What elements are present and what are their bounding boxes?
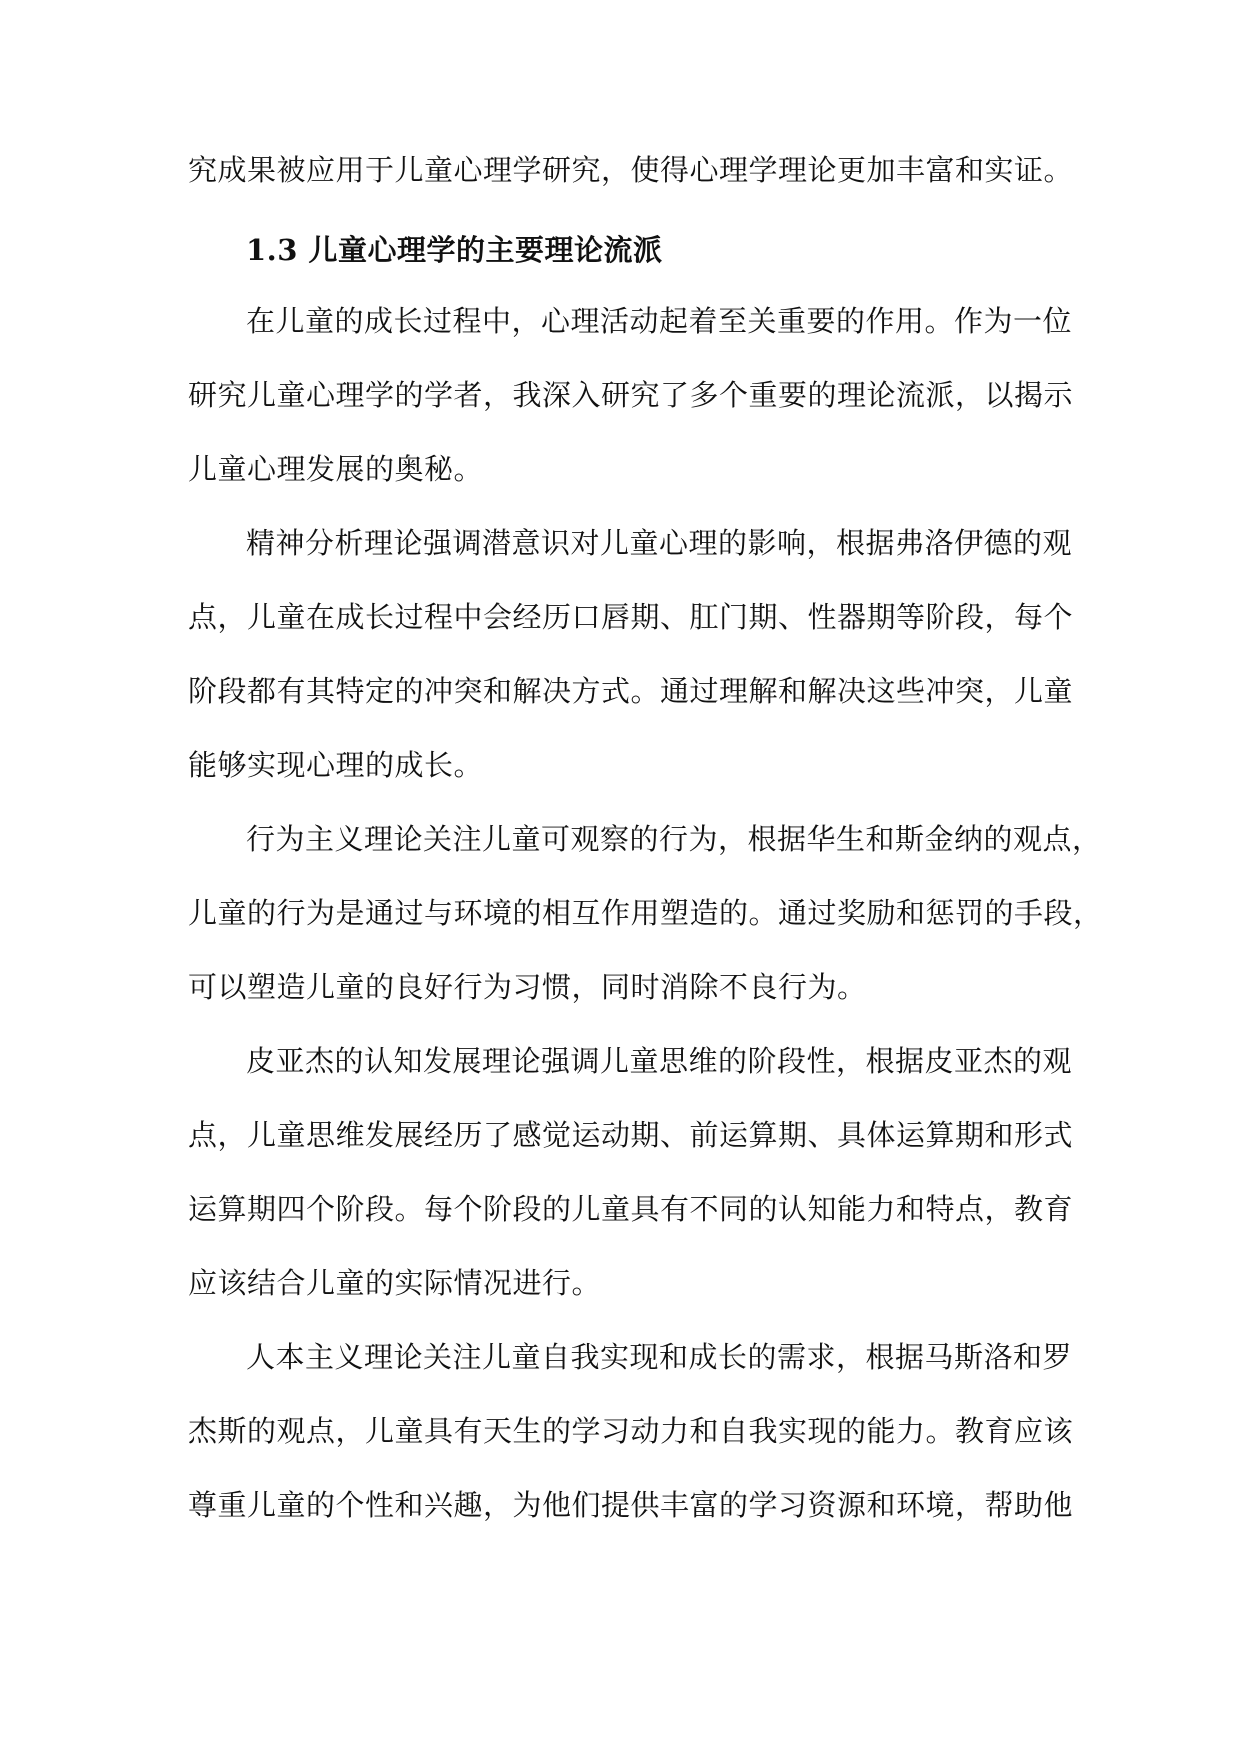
section-heading: 1.3 儿童心理学的主要理论流派 bbox=[246, 233, 663, 267]
paragraph-line: 点，儿童在成长过程中会经历口唇期、肛门期、性器期等阶段，每个 bbox=[188, 600, 1074, 634]
paragraph-line: 行为主义理论关注儿童可观察的行为，根据华生和斯金纳的观点， bbox=[246, 822, 1102, 856]
paragraph-line: 精神分析理论强调潜意识对儿童心理的影响，根据弗洛伊德的观 bbox=[246, 526, 1073, 560]
paragraph-line: 杰斯的观点，儿童具有天生的学习动力和自我实现的能力。教育应该 bbox=[188, 1414, 1074, 1448]
paragraph-line: 皮亚杰的认知发展理论强调儿童思维的阶段性，根据皮亚杰的观 bbox=[246, 1044, 1073, 1078]
paragraph-line: 可以塑造儿童的良好行为习惯，同时消除不良行为。 bbox=[188, 970, 867, 1004]
paragraph-line: 在儿童的成长过程中，心理活动起着至关重要的作用。作为一位 bbox=[246, 304, 1073, 338]
paragraph-line: 儿童心理发展的奥秘。 bbox=[188, 452, 484, 486]
paragraph-line: 点，儿童思维发展经历了感觉运动期、前运算期、具体运算期和形式 bbox=[188, 1118, 1074, 1152]
paragraph-line: 阶段都有其特定的冲突和解决方式。通过理解和解决这些冲突，儿童 bbox=[188, 674, 1074, 708]
paragraph-line: 人本主义理论关注儿童自我实现和成长的需求，根据马斯洛和罗 bbox=[246, 1340, 1073, 1374]
paragraph-line: 能够实现心理的成长。 bbox=[188, 748, 484, 782]
paragraph-line: 尊重儿童的个性和兴趣，为他们提供丰富的学习资源和环境，帮助他 bbox=[188, 1488, 1074, 1522]
paragraph-line: 儿童的行为是通过与环境的相互作用塑造的。通过奖励和惩罚的手段， bbox=[188, 896, 1103, 930]
paragraph-line: 应该结合儿童的实际情况进行。 bbox=[188, 1266, 602, 1300]
paragraph-line: 究成果被应用于儿童心理学研究，使得心理学理论更加丰富和实证。 bbox=[188, 153, 1074, 187]
paragraph-line: 运算期四个阶段。每个阶段的儿童具有不同的认知能力和特点，教育 bbox=[188, 1192, 1074, 1226]
paragraph-line: 研究儿童心理学的学者，我深入研究了多个重要的理论流派，以揭示 bbox=[188, 378, 1074, 412]
